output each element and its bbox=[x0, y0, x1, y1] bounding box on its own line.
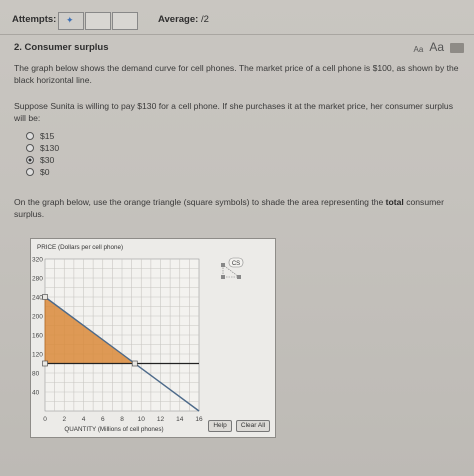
attempt-indicators bbox=[58, 12, 139, 30]
question-title: 2. Consumer surplus bbox=[14, 42, 109, 53]
x-tick-label: 12 bbox=[156, 416, 165, 423]
print-icon[interactable] bbox=[450, 43, 464, 53]
answer-option-label: $30 bbox=[40, 154, 55, 165]
y-tick-label: 280 bbox=[32, 275, 43, 283]
x-axis-title: QUANTITY (Millions of cell phones) bbox=[64, 426, 164, 433]
consumer-surplus-chart[interactable] bbox=[31, 239, 275, 437]
y-tick-label: 80 bbox=[32, 370, 40, 378]
radio-button[interactable] bbox=[26, 132, 34, 140]
x-tick-label: 16 bbox=[195, 416, 203, 423]
answer-option[interactable] bbox=[26, 142, 59, 153]
x-tick-label: 2 bbox=[62, 416, 67, 423]
answer-options bbox=[26, 130, 59, 178]
x-tick-label: 4 bbox=[81, 416, 86, 423]
answer-option-label: $130 bbox=[40, 142, 60, 153]
cs-tool-handle bbox=[237, 275, 241, 279]
answer-option[interactable] bbox=[26, 166, 59, 177]
y-tick-label: 40 bbox=[32, 389, 40, 397]
y-tick-label: 120 bbox=[32, 351, 43, 359]
font-larger-button[interactable]: Aa bbox=[429, 40, 444, 54]
answer-option-label: $0 bbox=[40, 166, 50, 177]
cs-vertex-handle bbox=[43, 295, 48, 300]
average-label: Average: /2 bbox=[158, 14, 209, 25]
cs-tool-label: CS bbox=[231, 261, 241, 267]
star-icon: ✦ bbox=[66, 15, 74, 25]
question-prompt: Suppose Sunita is willing to pay $130 for a cell phone. If she purchases it at the market price, her consumer surplus will be: bbox=[14, 101, 453, 123]
answer-option-label: $15 bbox=[40, 130, 55, 141]
attempts-bar bbox=[6, 8, 474, 32]
divider bbox=[0, 34, 474, 35]
radio-button[interactable] bbox=[26, 144, 34, 152]
x-tick-label: 14 bbox=[176, 416, 184, 423]
x-tick-label: 6 bbox=[100, 416, 105, 423]
attempt-box-1 bbox=[58, 12, 84, 30]
question-intro: The graph below shows the demand curve for cell phones. The market price of a cell phone is $100, as shown by the black horizontal line. bbox=[14, 63, 459, 85]
attempt-box-3 bbox=[112, 12, 138, 30]
y-axis-title: PRICE (Dollars per cell phone) bbox=[37, 244, 124, 251]
clear-all-button[interactable]: Clear All bbox=[236, 420, 270, 432]
graph-instruction: On the graph below, use the orange triangle (square symbols) to shade the area representing the total consumer surplus. bbox=[14, 197, 444, 219]
graph-panel bbox=[30, 238, 276, 438]
cs-tool-handle bbox=[221, 275, 225, 279]
answer-option[interactable] bbox=[26, 154, 59, 165]
answer-option[interactable] bbox=[26, 130, 59, 141]
y-tick-label: 160 bbox=[32, 332, 43, 340]
attempts-label: Attempts: bbox=[12, 14, 57, 25]
font-controls bbox=[414, 40, 464, 54]
x-tick-label: 10 bbox=[137, 416, 145, 423]
y-tick-label: 320 bbox=[32, 256, 43, 264]
cs-vertex-handle bbox=[43, 361, 48, 366]
instruction-emphasis: total bbox=[385, 197, 404, 207]
average-value: /2 bbox=[200, 14, 209, 25]
cs-tool-handle bbox=[221, 263, 225, 267]
cs-vertex-handle bbox=[132, 361, 137, 366]
y-tick-label: 240 bbox=[32, 294, 43, 302]
attempt-box-2 bbox=[85, 12, 111, 30]
x-tick-label: 0 bbox=[43, 416, 47, 423]
y-tick-label: 200 bbox=[32, 313, 43, 321]
radio-button[interactable] bbox=[26, 168, 34, 176]
font-smaller-button[interactable]: Aa bbox=[413, 45, 424, 54]
help-button[interactable]: Help bbox=[208, 420, 232, 432]
x-tick-label: 8 bbox=[120, 416, 124, 423]
radio-button[interactable] bbox=[26, 156, 34, 164]
